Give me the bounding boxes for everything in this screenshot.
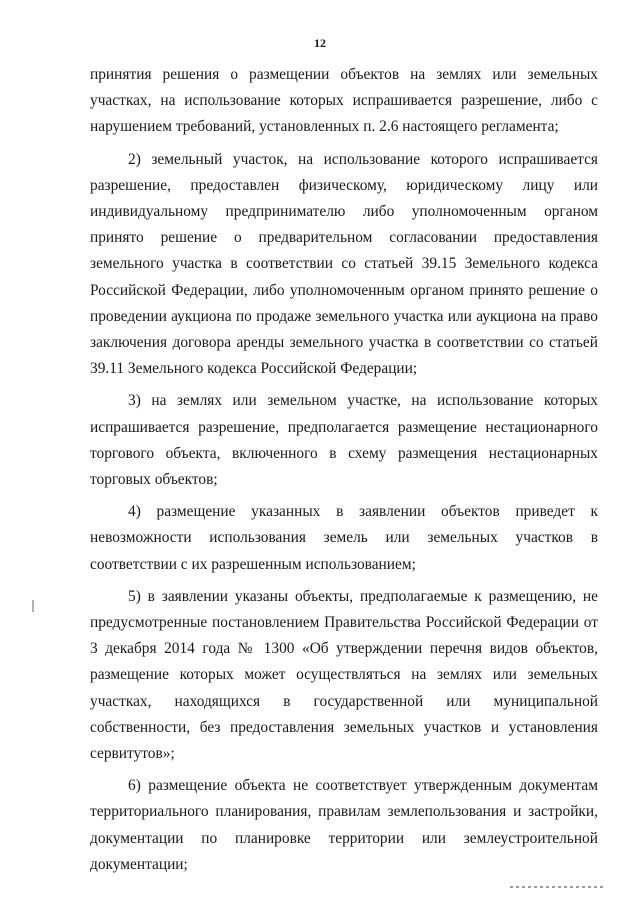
paragraph-item-5: 5) в заявлении указаны объекты, предполагаемые к размещению, не предусмотренные постановлением Правительства Российской Федерации от 3 декабря 2014 года № 1300 «Об утверждении перечня видов объектов, размещение которых может осуществляться на землях или земельных участках, находящихся в государственной или муниципальной собственности, без предоставления земельных участков и установления сервитутов»; [90,587,598,763]
document-body [90,62,598,878]
paragraph-item-6: 6) размещение объекта не соответствует утвержденным документам территориального планирования, правилам землепользования и застройки, документации по планировке территории или землеустроительной документации; [90,777,598,873]
page-number: 12 [314,36,326,50]
paragraph-item-2: 2) земельный участок, на использование которого испрашивается разрешение, предоставлен физическому, юридическому лицу или индивидуальному предпринимателю либо уполномоченным органом принято решение о предварительном согласовании предоставления земельного участка в соответствии со статьей 39.15 Земельного кодекса Российской Федерации, либо уполномоченным органом принято решение о проведении аукциона по продаже земельного участка или аукциона на право заключения договора аренды земельного участка в соответствии со статьей 39.11 Земельного кодекса Российской Федерации; [90,150,598,378]
paragraph-item-3: 3) на землях или земельном участке, на использование которых испрашивается разрешение, предполагается размещение нестационарного торгового объекта, включенного в схему размещения нестационарных торговых объектов; [90,392,598,489]
paragraph-item-4: 4) размещение указанных в заявлении объектов приведет к невозможности использования земель или земельных участков в соответствии с их разрешенным использованием; [90,503,598,573]
footer-scan-mark [510,886,606,888]
paragraph-continuation: принятия решения о размещении объектов на землях или земельных участках, на использование которых испрашивается разрешение, либо с нарушением требований, установленных п. 2.6 настоящего регламента; [90,66,598,136]
margin-scan-mark [32,600,34,612]
